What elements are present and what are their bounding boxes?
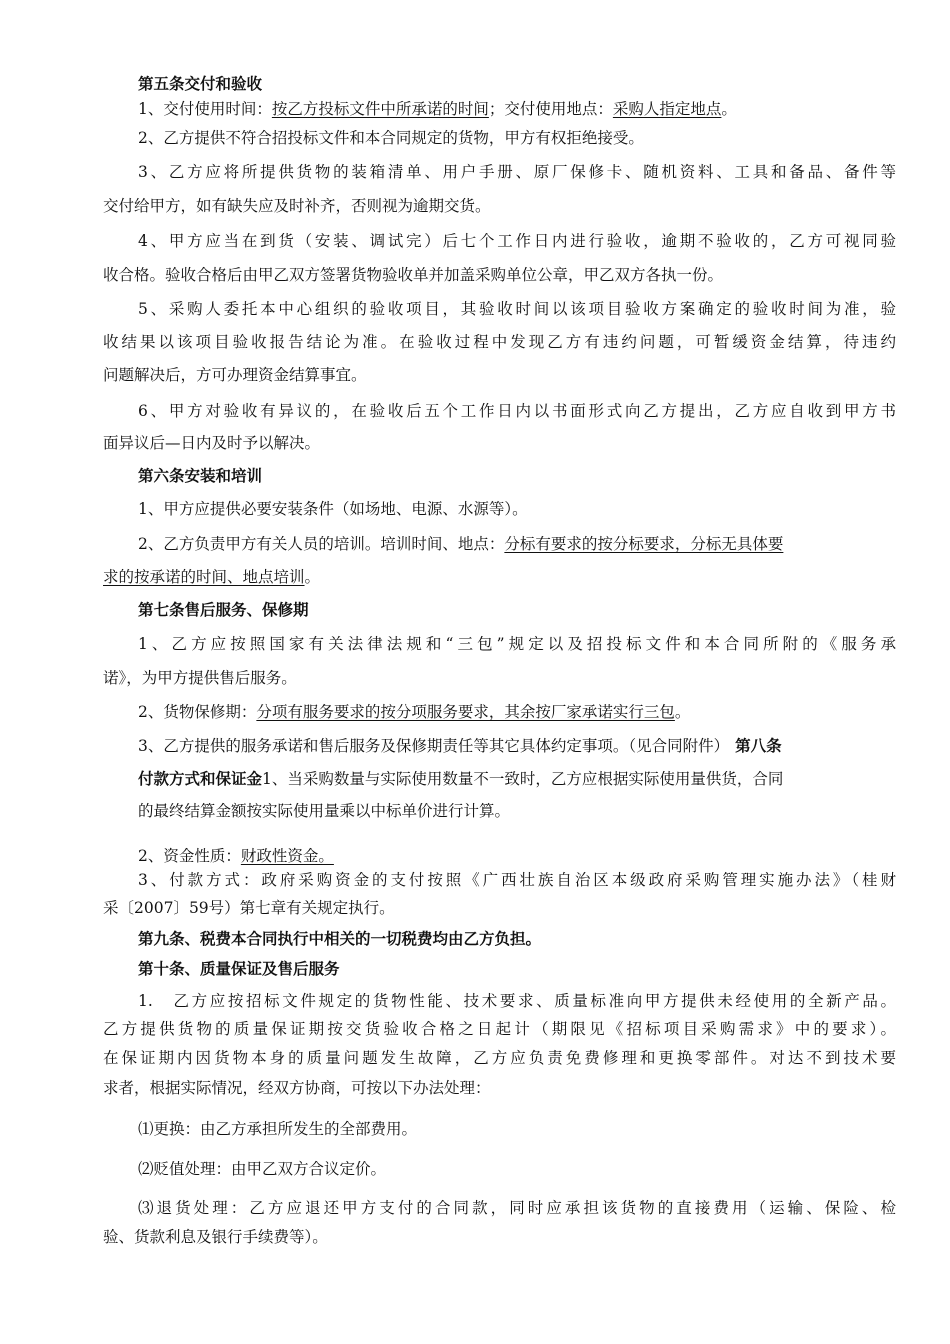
training-end: 。 [304, 568, 321, 586]
article-7-item-1-line-1: 1、乙方应按照国家有关法律法规和“三包”规定以及招投标文件和本合同所附的《服务承 [138, 635, 896, 653]
article-8-item-1-line-1: 1、当采购数量与实际使用数量不一致时，乙方应根据实际使用量供货，合同 [262, 770, 784, 788]
article-10-item-1-line-4: 求者，根据实际情况，经双方协商，可按以下办法处理： [103, 1079, 491, 1097]
article-10-sub-1: ⑴更换：由乙方承担所发生的全部费用。 [138, 1120, 418, 1138]
article-6-item-2-line-1 [138, 533, 783, 555]
article-7-item-3-line [138, 735, 782, 757]
item-1-end: 。 [721, 100, 737, 118]
article-7-item-2 [138, 701, 690, 723]
article-5-item-5-line-1: 5、采购人委托本中心组织的验收项目，其验收时间以该项目验收方案确定的验收时间为准，验 [138, 300, 896, 318]
training-value-part-1: 分标有要求的按分标要求，分标无具体要 [504, 535, 784, 553]
article-8-item-2 [138, 845, 334, 867]
article-8-heading-part-2: 付款方式和保证金 [138, 769, 263, 788]
item-1-prefix: 1、交付使用时间： [138, 100, 272, 118]
article-6-item-2-line-2 [103, 566, 320, 588]
article-5-item-4-line-1: 4、甲方应当在到货（安装、调试完）后七个工作日内进行验收，逾期不验收的，乙方可视同验 [138, 232, 896, 250]
fund-nature-value: 财政性资金。 [240, 847, 334, 865]
article-10-item-1-line-1: 1. 乙方应按招标文件规定的货物性能、技术要求、质量标准向甲方提供未经使用的全新产品。 [138, 992, 896, 1010]
delivery-time-value: 按乙方投标文件中所承诺的时间 [271, 100, 489, 118]
article-7-item-1-line-2: 诺》，为甲方提供售后服务。 [103, 669, 297, 687]
article-5-item-5-line-2: 收结果以该项目验收报告结论为准。在验收过程中发现乙方有违约问题，可暂缓资金结算，待违约 [103, 333, 896, 351]
article-5-item-6-line-2: 面异议后—日内及时予以解决。 [103, 434, 321, 452]
article-7-item-3: 3、乙方提供的服务承诺和售后服务及保修期责任等其它具体约定事项。（见合同附件） [138, 737, 730, 755]
article-8-heading-part-1: 第八条 [735, 736, 782, 755]
article-10-sub-3-line-2: 验、货款利息及银行手续费等）。 [103, 1228, 328, 1246]
article-6-item-1: 1、甲方应提供必要安装条件（如场地、电源、水源等）。 [138, 500, 528, 518]
article-10-sub-2: ⑵贬值处理：由甲乙双方合议定价。 [138, 1160, 387, 1178]
warranty-value: 分项有服务要求的按分项服务要求，其余按厂家承诺实行三包 [256, 703, 675, 721]
article-10-item-1-line-3: 在保证期内因货物本身的质量问题发生故障，乙方应负责免费修理和更换零部件。对达不到技术要 [103, 1049, 896, 1067]
article-8-item-1-line-2: 的最终结算金额按实际使用量乘以中标单价进行计算。 [138, 802, 511, 820]
article-5-item-3-line-1: 3、乙方应将所提供货物的装箱清单、用户手册、原厂保修卡、随机资料、工具和备品、备件等 [138, 163, 896, 181]
article-7-heading: 第七条售后服务、保修期 [138, 600, 309, 619]
article-8-item-3-line-2: 采〔2007〕59号）第七章有关规定执行。 [103, 899, 395, 917]
article-9-heading: 第九条、税费本合同执行中相关的一切税费均由乙方负担。 [138, 929, 542, 948]
article-6-heading: 第六条安装和培训 [138, 466, 263, 485]
item-1-middle: ；交付使用地点： [488, 100, 613, 118]
article-5-item-2: 2、乙方提供不符合招投标文件和本合同规定的货物，甲方有权拒绝接受。 [138, 129, 644, 147]
article-5-heading: 第五条交付和验收 [138, 74, 263, 93]
article-5-item-3-line-2: 交付给甲方，如有缺失应及时补齐，否则视为逾期交货。 [103, 197, 491, 215]
warranty-prefix: 2、货物保修期： [138, 703, 257, 721]
article-10-heading: 第十条、质量保证及售后服务 [138, 959, 340, 978]
article-10-item-1-line-2: 乙方提供货物的质量保证期按交货验收合格之日起计（期限见《招标项目采购需求》中的要求）。 [103, 1020, 896, 1038]
article-5-item-1 [138, 98, 737, 120]
article-5-item-4-line-2: 收合格。验收合格后由甲乙双方签署货物验收单并加盖采购单位公章，甲乙双方各执一份。 [103, 266, 724, 284]
fund-nature-prefix: 2、资金性质： [138, 847, 241, 865]
article-8-item-3-line-1: 3、付款方式：政府采购资金的支付按照《广西壮族自治区本级政府采购管理实施办法》（桂财 [138, 871, 896, 889]
training-value-part-2: 求的按承诺的时间、地点培训 [103, 568, 305, 586]
article-8-line-1 [138, 768, 783, 790]
delivery-place-value: 采购人指定地点 [612, 100, 722, 118]
article-10-sub-3-line-1: ⑶退货处理：乙方应退还甲方支付的合同款，同时应承担该货物的直接费用（运输、保险、检 [138, 1199, 896, 1217]
article-5-item-6-line-1: 6、甲方对验收有异议的，在验收后五个工作日内以书面形式向乙方提出，乙方应自收到甲方书 [138, 402, 896, 420]
training-prefix: 2、乙方负责甲方有关人员的培训。培训时间、地点： [138, 535, 505, 553]
warranty-end: 。 [674, 703, 691, 721]
article-5-item-5-line-3: 问题解决后，方可办理资金结算事宜。 [103, 366, 367, 384]
